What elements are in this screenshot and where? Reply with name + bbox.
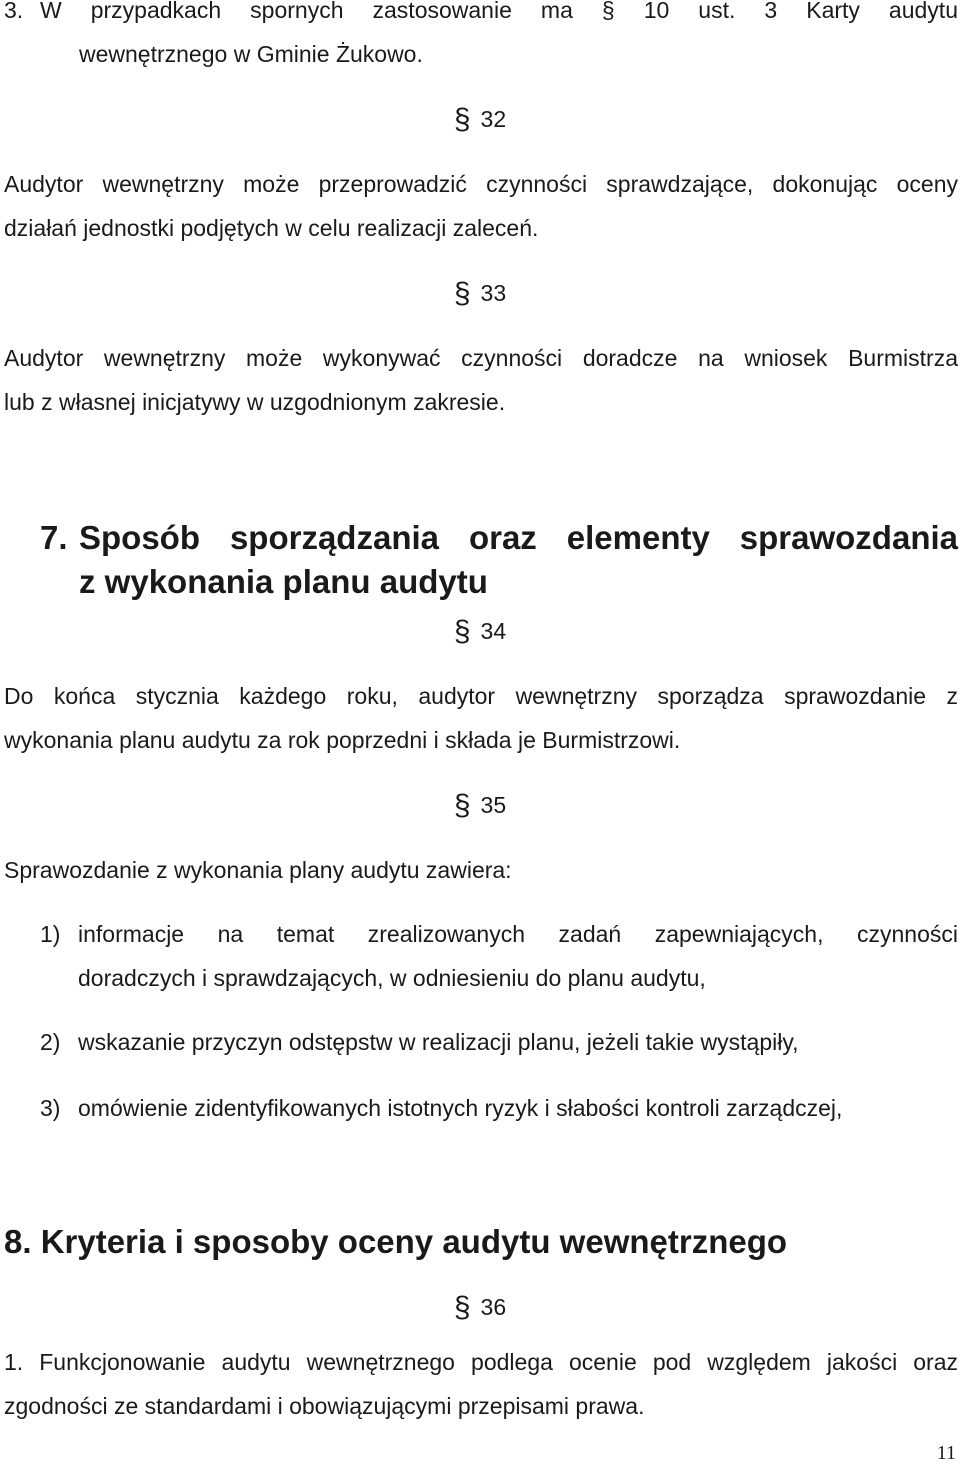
section-number: 36 <box>480 1294 507 1320</box>
section-33-heading <box>0 278 960 309</box>
section-34-line1: Do końca stycznia każdego roku, audytor wewnętrzny sporządza sprawozdanie z <box>4 683 958 709</box>
list-item <box>40 1086 958 1130</box>
section-32-line2: działań jednostki podjętych w celu realizacji zaleceń. <box>4 215 539 241</box>
section-sign: § <box>453 103 471 136</box>
section-34-line2: wykonania planu audytu za rok poprzedni i składa je Burmistrzowi. <box>4 727 681 753</box>
section-sign: § <box>453 277 471 310</box>
item-text-line2: wewnętrznego w Gminie Żukowo. <box>79 41 423 67</box>
section-33-line1: Audytor wewnętrzny może wykonywać czynności doradcze na wniosek Burmistrza <box>4 345 958 371</box>
section-32-line1: Audytor wewnętrzny może przeprowadzić czynności sprawdzające, dokonując oceny <box>4 171 958 197</box>
section-sign: § <box>453 1291 471 1324</box>
list-item <box>40 1020 958 1064</box>
list-item-number: 3) <box>40 1095 61 1121</box>
section-36-line2: zgodności ze standardami i obowiązującymi przepisami prawa. <box>4 1393 645 1419</box>
section-34-heading <box>0 616 960 647</box>
section-number: 35 <box>480 792 507 818</box>
section-number: 33 <box>480 280 507 306</box>
page-number: 11 <box>936 1442 956 1464</box>
item-text-line1: W przypadkach spornych zastosowanie ma § 10 ust. 3 Karty audytu <box>40 0 958 23</box>
chapter-number: 7. <box>40 519 68 556</box>
section-32-heading <box>0 104 960 135</box>
section-sign: § <box>453 789 471 822</box>
chapter-8-heading: 8. Kryteria i sposoby oceny audytu wewnętrznego <box>4 1223 788 1260</box>
section-33-line2: lub z własnej inicjatywy w uzgodnionym zakresie. <box>4 389 506 415</box>
list-item-line1: wskazanie przyczyn odstępstw w realizacji planu, jeżeli takie wystąpiły, <box>78 1029 799 1055</box>
list-item-number: 1) <box>40 921 61 947</box>
section-36-heading <box>0 1292 960 1323</box>
list-item-line1: informacje na temat zrealizowanych zadań zapewniających, czynności <box>78 921 958 947</box>
list-item-line1: omówienie zidentyfikowanych istotnych ryzyk i słabości kontroli zarządczej, <box>78 1095 843 1121</box>
item-number: 3. <box>4 0 24 23</box>
list-item-line2: doradczych i sprawdzających, w odniesieniu do planu audytu, <box>78 965 706 991</box>
section-36-line1: 1. Funkcjonowanie audytu wewnętrznego podlega ocenie pod względem jakości oraz <box>4 1349 958 1375</box>
chapter-title-line1: Sposób sporządzania oraz elementy sprawozdania <box>79 519 958 556</box>
section-number: 34 <box>480 618 507 644</box>
section-number: 32 <box>480 106 507 132</box>
section-35-intro: Sprawozdanie z wykonania plany audytu zawiera: <box>4 857 512 883</box>
section-sign: § <box>453 615 471 648</box>
list-item-number: 2) <box>40 1029 61 1055</box>
section-35-heading <box>0 790 960 821</box>
chapter-title-line2: z wykonania planu audytu <box>79 563 488 600</box>
list-item <box>40 912 958 1000</box>
